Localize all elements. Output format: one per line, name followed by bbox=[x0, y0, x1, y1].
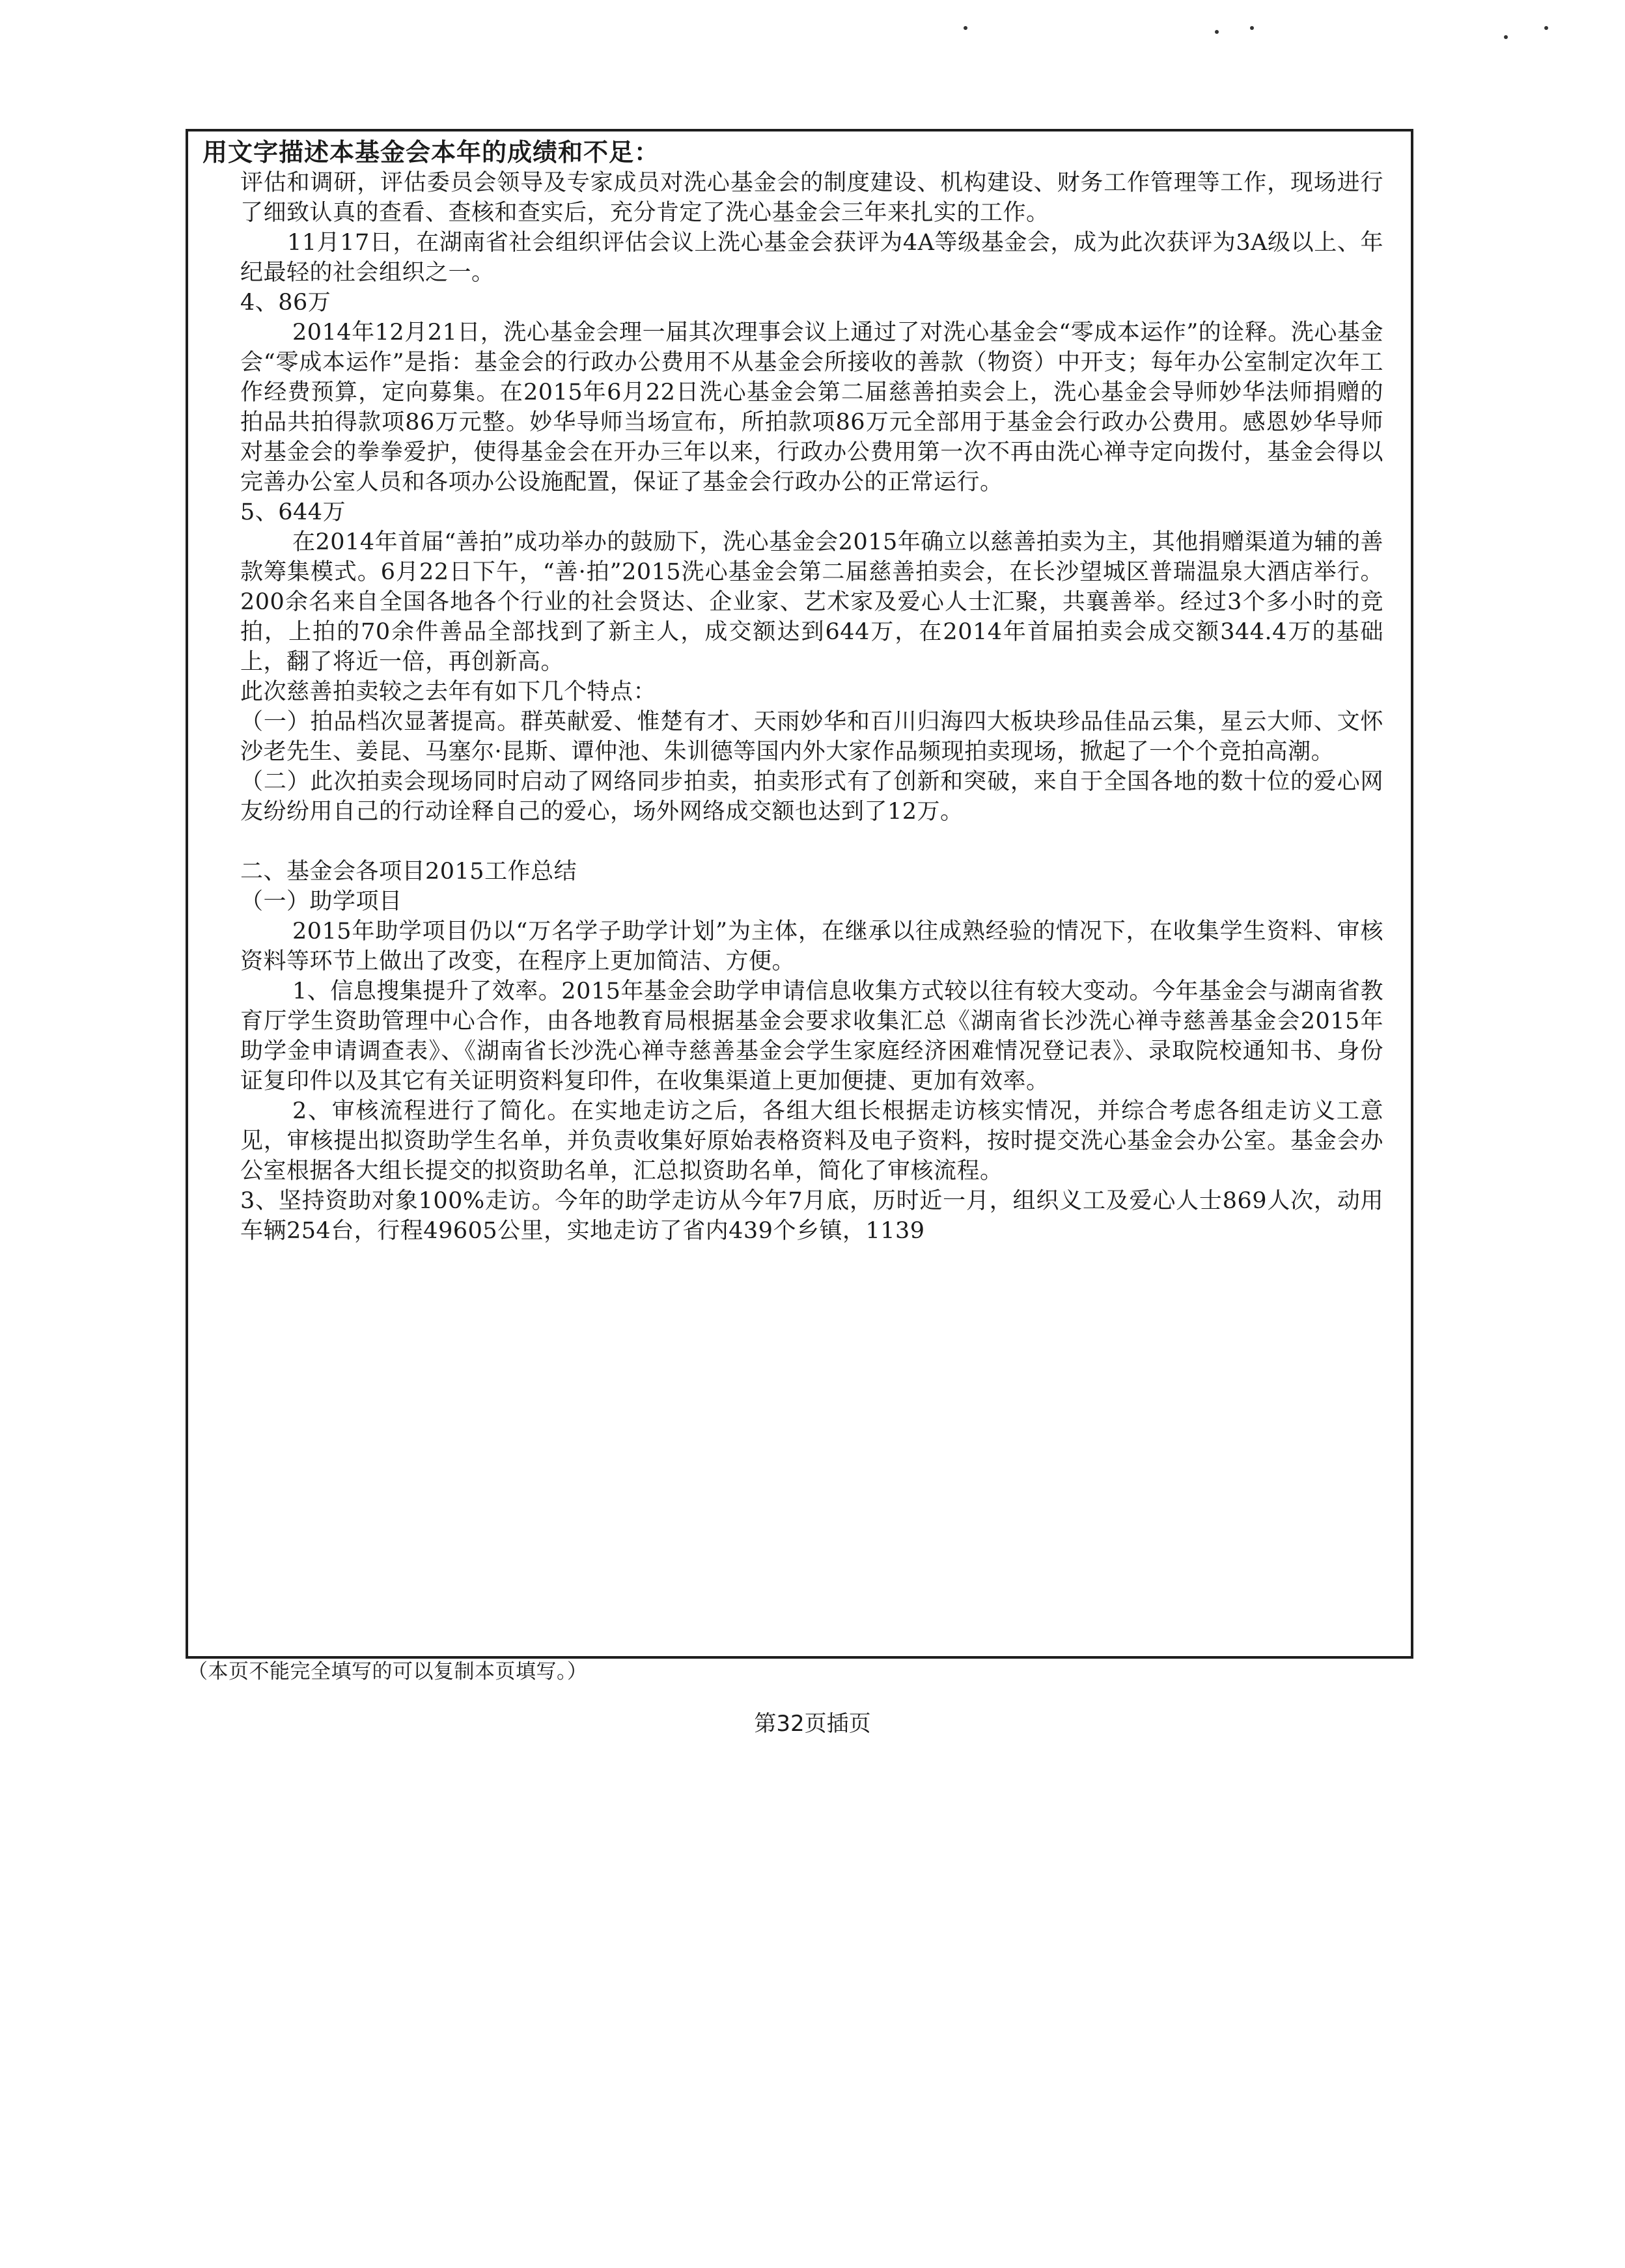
spacer bbox=[240, 827, 1383, 857]
paragraph: 2015年助学项目仍以“万名学子助学计划”为主体，在继承以往成熟经验的情况下，在收集学生资料、审核资料等环节上做出了改变，在程序上更加简洁、方便。 bbox=[240, 919, 1383, 975]
scan-speck bbox=[1215, 30, 1219, 34]
scan-speck bbox=[1504, 35, 1508, 39]
paragraph: 评估和调研，评估委员会领导及专家成员对洗心基金会的制度建设、机构建设、财务工作管理等工作，现场进行了细致认真的查看、查核和查实后，充分肯定了洗心基金会三年来扎实的工作。 bbox=[240, 170, 1383, 226]
form-footnote: （本页不能完全填写的可以复制本页填写。） bbox=[188, 1660, 588, 1683]
section-title: 二、基金会各项目2015工作总结 bbox=[240, 859, 577, 885]
section-heading: 用文字描述本基金会本年的成绩和不足： bbox=[202, 138, 660, 167]
paragraph: 2、审核流程进行了简化。在实地走访之后，各组大组长根据走访核实情况，并综合考虑各组走访义工意见，审核提出拟资助学生名单，并负责收集好原始表格资料及电子资料，按时提交洗心基金会办公室。基金会办公室根据各大组长提交的拟资助名单，汇总拟资助名单，简化了审核流程。 bbox=[240, 1098, 1383, 1184]
paragraph: 2014年12月21日，洗心基金会理一届其次理事会议上通过了对洗心基金会“零成本运作”的诠释。洗心基金会“零成本运作”是指：基金会的行政办公费用不从基金会所接收的善款（物资）中开支；每年办公室制定次年工作经费预算，定向募集。在2015年6月22日洗心基金会第二届慈善拍卖会上，洗心基金会导师妙华法师捐赠的拍品共拍得款项86万元整。妙华导师当场宣布，所拍款项86万元全部用于基金会行政办公费用。感恩妙华导师对基金会的拳拳爱护，使得基金会在开办三年以来，行政办公费用第一次不再由洗心禅寺定向拨付，基金会得以完善办公室人员和各项办公设施配置，保证了基金会行政办公的正常运行。 bbox=[240, 320, 1383, 495]
paragraph: （二）此次拍卖会现场同时启动了网络同步拍卖，拍卖形式有了创新和突破，来自于全国各地的数十位的爱心网友纷纷用自己的行动诠释自己的爱心，场外网络成交额也达到了12万。 bbox=[240, 769, 1383, 825]
paragraph: 11月17日，在湖南省社会组织评估会议上洗心基金会获评为4A等级基金会，成为此次获评为3A级以上、年纪最轻的社会组织之一。 bbox=[240, 230, 1383, 286]
paragraph: 1、信息搜集提升了效率。2015年基金会助学申请信息收集方式较以往有较大变动。今年基金会与湖南省教育厅学生资助管理中心合作，由各地教育局根据基金会要求收集汇总《湖南省长沙洗心禅寺慈善基金会2015年助学金申请调查表》、《湖南省长沙洗心禅寺慈善基金会学生家庭经济困难情况登记表》、录取院校通知书、身份证复印件以及其它有关证明资料复印件，在收集渠道上更加便捷、更加有效率。 bbox=[240, 978, 1383, 1094]
paragraph: （一）拍品档次显著提高。群英献爱、惟楚有才、天雨妙华和百川归海四大板块珍品佳品云集，星云大师、文怀沙老先生、姜昆、马塞尔·昆斯、谭仲池、朱训德等国内外大家作品频现拍卖现场，掀起了一个个竞拍高潮。 bbox=[240, 709, 1383, 765]
subheading: 4、86万 bbox=[240, 290, 331, 316]
paragraph: 在2014年首届“善拍”成功举办的鼓励下，洗心基金会2015年确立以慈善拍卖为主，其他捐赠渠道为辅的善款筹集模式。6月22日下午，“善·拍”2015洗心基金会第二届慈善拍卖会，在长沙望城区普瑞温泉大酒店举行。200余名来自全国各地各个行业的社会贤达、企业家、艺术家及爱心人士汇聚，共襄善举。经过3个多小时的竞拍，上拍的70余件善品全部找到了新主人，成交额达到644万，在2014年首届拍卖会成交额344.4万的基础上，翻了将近一倍，再创新高。 bbox=[240, 529, 1383, 675]
scan-speck bbox=[964, 26, 967, 30]
report-body bbox=[240, 168, 1383, 1246]
scan-speck bbox=[1544, 26, 1548, 30]
paragraph: 3、坚持资助对象100%走访。今年的助学走访从今年7月底，历时近一月，组织义工及爱心人士869人次，动用车辆254台，行程49605公里，实地走访了省内439个乡镇，1139 bbox=[240, 1188, 1383, 1244]
paragraph: 此次慈善拍卖较之去年有如下几个特点： bbox=[240, 679, 657, 705]
page-number: 第32页插页 bbox=[754, 1711, 871, 1737]
subheading: （一）助学项目 bbox=[240, 889, 402, 915]
subheading: 5、644万 bbox=[240, 499, 346, 525]
report-form-box bbox=[186, 129, 1413, 1659]
scan-speck bbox=[1250, 26, 1254, 30]
